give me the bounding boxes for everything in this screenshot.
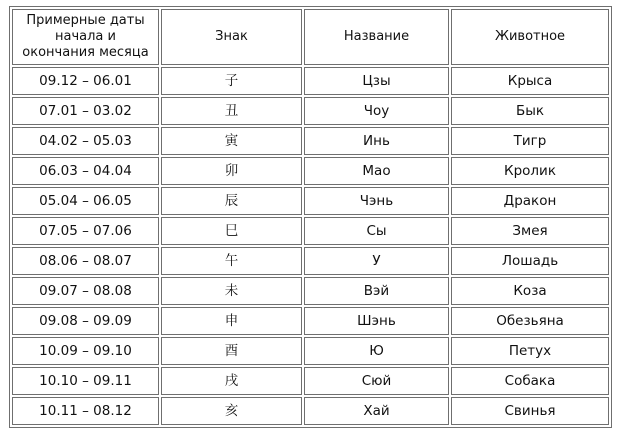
cell-dates: 06.03 – 04.04 [12, 157, 159, 185]
table-row [12, 187, 609, 215]
zodiac-table-container [9, 6, 612, 428]
cell-sign: 卯 [161, 157, 302, 185]
cell-sign: 寅 [161, 127, 302, 155]
table-header-row [12, 9, 609, 65]
table-row [12, 97, 609, 125]
cell-sign: 亥 [161, 397, 302, 425]
cell-name: Чэнь [304, 187, 449, 215]
cell-dates: 09.08 – 09.09 [12, 307, 159, 335]
cell-name: Вэй [304, 277, 449, 305]
cell-sign: 戌 [161, 367, 302, 395]
zodiac-table [9, 6, 612, 428]
cell-sign: 申 [161, 307, 302, 335]
cell-sign: 辰 [161, 187, 302, 215]
cell-animal: Коза [451, 277, 609, 305]
cell-name: Инь [304, 127, 449, 155]
cell-dates: 10.10 – 09.11 [12, 367, 159, 395]
header-dates [12, 9, 159, 65]
cell-sign: 酉 [161, 337, 302, 365]
cell-sign: 未 [161, 277, 302, 305]
header-name: Название [304, 9, 449, 65]
cell-sign: 子 [161, 67, 302, 95]
cell-animal: Змея [451, 217, 609, 245]
cell-dates: 09.12 – 06.01 [12, 67, 159, 95]
cell-animal: Крыса [451, 67, 609, 95]
cell-name: Сюй [304, 367, 449, 395]
cell-dates: 10.11 – 08.12 [12, 397, 159, 425]
cell-animal: Петух [451, 337, 609, 365]
cell-animal: Кролик [451, 157, 609, 185]
cell-dates: 07.01 – 03.02 [12, 97, 159, 125]
cell-animal: Собака [451, 367, 609, 395]
cell-name: Цзы [304, 67, 449, 95]
cell-dates: 04.02 – 05.03 [12, 127, 159, 155]
header-animal: Животное [451, 9, 609, 65]
cell-dates: 05.04 – 06.05 [12, 187, 159, 215]
cell-name: Хай [304, 397, 449, 425]
table-row [12, 127, 609, 155]
table-row [12, 67, 609, 95]
cell-name: Сы [304, 217, 449, 245]
table-row [12, 397, 609, 425]
cell-animal: Обезьяна [451, 307, 609, 335]
cell-animal: Свинья [451, 397, 609, 425]
cell-name: Мао [304, 157, 449, 185]
header-sign: Знак [161, 9, 302, 65]
header-dates-label: Примерные даты начала и окончания месяца [22, 13, 149, 60]
cell-name: Ю [304, 337, 449, 365]
table-row [12, 337, 609, 365]
cell-name: Шэнь [304, 307, 449, 335]
table-row [12, 217, 609, 245]
cell-dates: 07.05 – 07.06 [12, 217, 159, 245]
cell-sign: 巳 [161, 217, 302, 245]
cell-dates: 10.09 – 09.10 [12, 337, 159, 365]
cell-animal: Бык [451, 97, 609, 125]
table-row [12, 157, 609, 185]
cell-animal: Лошадь [451, 247, 609, 275]
cell-animal: Тигр [451, 127, 609, 155]
cell-name: Чоу [304, 97, 449, 125]
cell-name: У [304, 247, 449, 275]
cell-sign: 丑 [161, 97, 302, 125]
table-row [12, 247, 609, 275]
cell-dates: 09.07 – 08.08 [12, 277, 159, 305]
table-row [12, 277, 609, 305]
table-row [12, 307, 609, 335]
cell-dates: 08.06 – 08.07 [12, 247, 159, 275]
cell-sign: 午 [161, 247, 302, 275]
cell-animal: Дракон [451, 187, 609, 215]
table-row [12, 367, 609, 395]
